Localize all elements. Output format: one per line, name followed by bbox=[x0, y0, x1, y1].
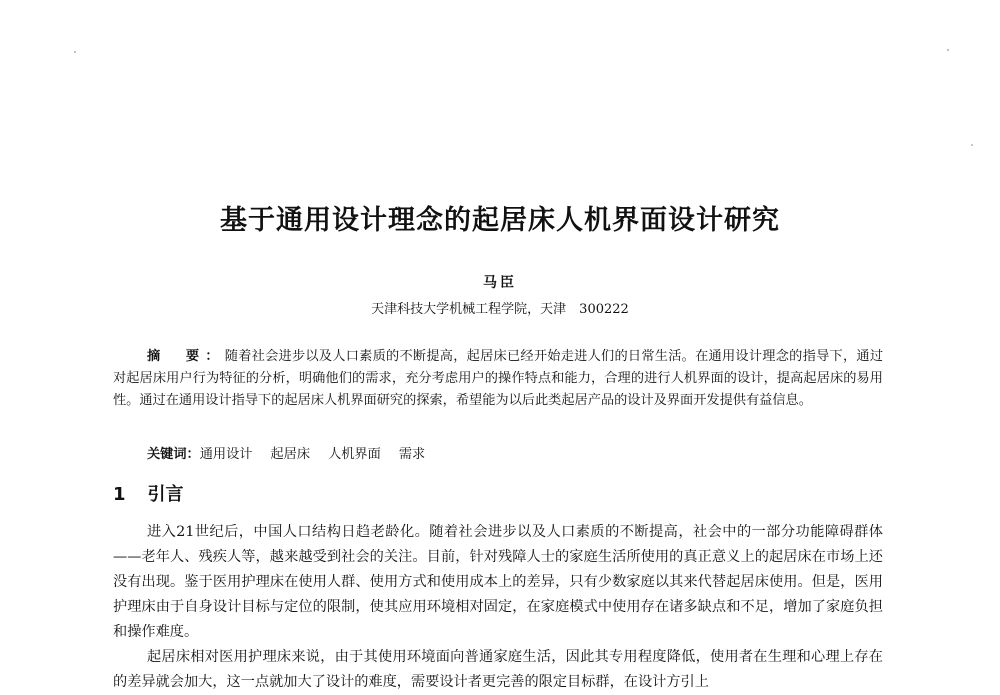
keyword-item: 通用设计 bbox=[199, 447, 253, 462]
abstract bbox=[113, 346, 883, 412]
keywords-label: 关键词： bbox=[147, 447, 200, 462]
paper-title: 基于通用设计理念的起居床人机界面设计研究 bbox=[220, 205, 780, 236]
abstract-text: 随着社会进步以及人口素质的不断提高，起居床已经开始走进人们的日常生活。在通用设计理念的指导下，通过对起居床用户行为特征的分析，明确他们的需求，充分考虑用户的操作特点和能力，合理的进行人机界面的设计，提高起居床的易用性。通过在通用设计指导下的起居床人机界面研究的探索，希望能为以后此类起居产品的设计及界面开发提供有益信息。 bbox=[113, 349, 884, 408]
section-heading bbox=[113, 480, 184, 506]
keyword-item: 起居床 bbox=[270, 447, 311, 462]
section-title: 引言 bbox=[147, 484, 184, 505]
body-paragraph: 进入21世纪后，中国人口结构日趋老龄化。随着社会进步以及人口素质的不断提高，社会中的一部分功能障碍群体——老年人、残疾人等，越来越受到社会的关注。目前，针对残障人士的家庭生活所使用的真正意义上的起居床在市场上还没有出现。鉴于医用护理床在使用人群、使用方式和使用成本上的差异，只有少数家庭以其来代替起居床使用。但是，医用护理床由于自身设计目标与定位的限制，使其应用环境相对固定，在家庭模式中使用存在诸多缺点和不足，增加了家庭负担和操作难度。 bbox=[113, 524, 883, 640]
keyword-item: 人机界面 bbox=[328, 447, 381, 462]
section-number: 1 bbox=[113, 484, 126, 505]
keywords bbox=[147, 444, 887, 466]
body-paragraph: 起居床相对医用护理床来说，由于其使用环境面向普通家庭生活，因此其专用程度降低，使用者在生理和心理上存在的差异就会加大，这一点就加大了设计的难度，需要设计者更完善的限定目标群，在设计方引上 bbox=[113, 649, 883, 690]
keyword-item: 需求 bbox=[398, 447, 426, 462]
abstract-label: 摘 要： bbox=[147, 349, 225, 364]
author-affiliation: 天津科技大学机械工程学院，天津 300222 bbox=[371, 302, 629, 317]
author-name: 马臣 bbox=[483, 275, 517, 291]
